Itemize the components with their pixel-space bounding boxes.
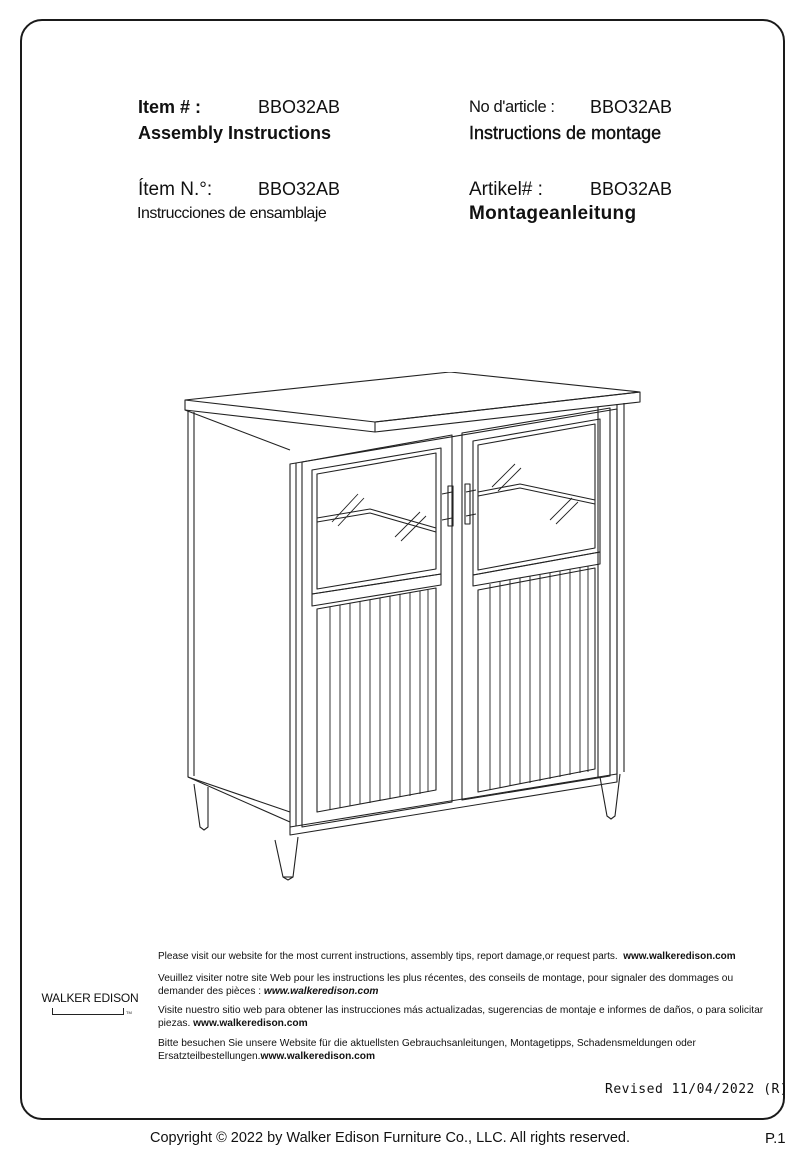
cabinet-illustration (180, 372, 650, 892)
notice-fr (158, 973, 766, 998)
item-label-fr: No d'article : (469, 98, 555, 116)
revised-date: Revised 11/04/2022 (R) (605, 1082, 789, 1097)
notice-es (158, 1005, 766, 1030)
notice-fr-link[interactable]: www.walkeredison.com (263, 985, 379, 997)
notice-de (158, 1038, 766, 1063)
walker-edison-logo (40, 982, 140, 1018)
notice-fr-text: Veuillez visiter notre site Web pour les instructions les plus récentes, des conseils de montage, pour signaler des dommages ou demander des pièces : (158, 973, 734, 997)
item-label-en: Item # : (138, 97, 202, 117)
item-number-de: BBO32AB (590, 179, 673, 199)
logo-tm: TM (126, 1010, 132, 1015)
copyright-footer: Copyright © 2022 by Walker Edison Furniture Co., LLC. All rights reserved. (150, 1130, 630, 1146)
title-en: Assembly Instructions (138, 123, 332, 143)
notice-en (158, 951, 766, 964)
logo-underline (52, 1008, 124, 1015)
item-number-en: BBO32AB (258, 97, 341, 117)
item-label-es: Ítem N.°: (138, 179, 213, 200)
logo-text: WALKER EDISON (41, 991, 139, 1005)
item-number-es: BBO32AB (258, 179, 341, 199)
title-fr: Instructions de montage (469, 123, 662, 143)
notice-de-text: Bitte besuchen Sie unsere Website für die aktuellsten Gebrauchsanleitungen, Montagetipps, Schadensmeldungen oder Ersatzteilbestellungen. (158, 1038, 696, 1062)
notice-en-link[interactable]: www.walkeredison.com (623, 951, 736, 962)
notice-es-text: Visite nuestro sitio web para obtener las instrucciones más actualizadas, sugerencias de montaje e informes de daños, o para solicitar piezas. (158, 1005, 764, 1029)
title-es: Instrucciones de ensamblaje (137, 205, 327, 222)
item-number-fr: BBO32AB (590, 97, 673, 117)
title-de: Montageanleitung (469, 203, 637, 224)
page-number: P.1 (765, 1130, 786, 1147)
notice-de-link[interactable]: www.walkeredison.com (260, 1050, 376, 1062)
item-label-de: Artikel# : (469, 179, 543, 200)
notice-es-link[interactable]: www.walkeredison.com (193, 1017, 308, 1029)
notice-en-text: Please visit our website for the most current instructions, assembly tips, report damage,or request parts. (158, 951, 618, 962)
